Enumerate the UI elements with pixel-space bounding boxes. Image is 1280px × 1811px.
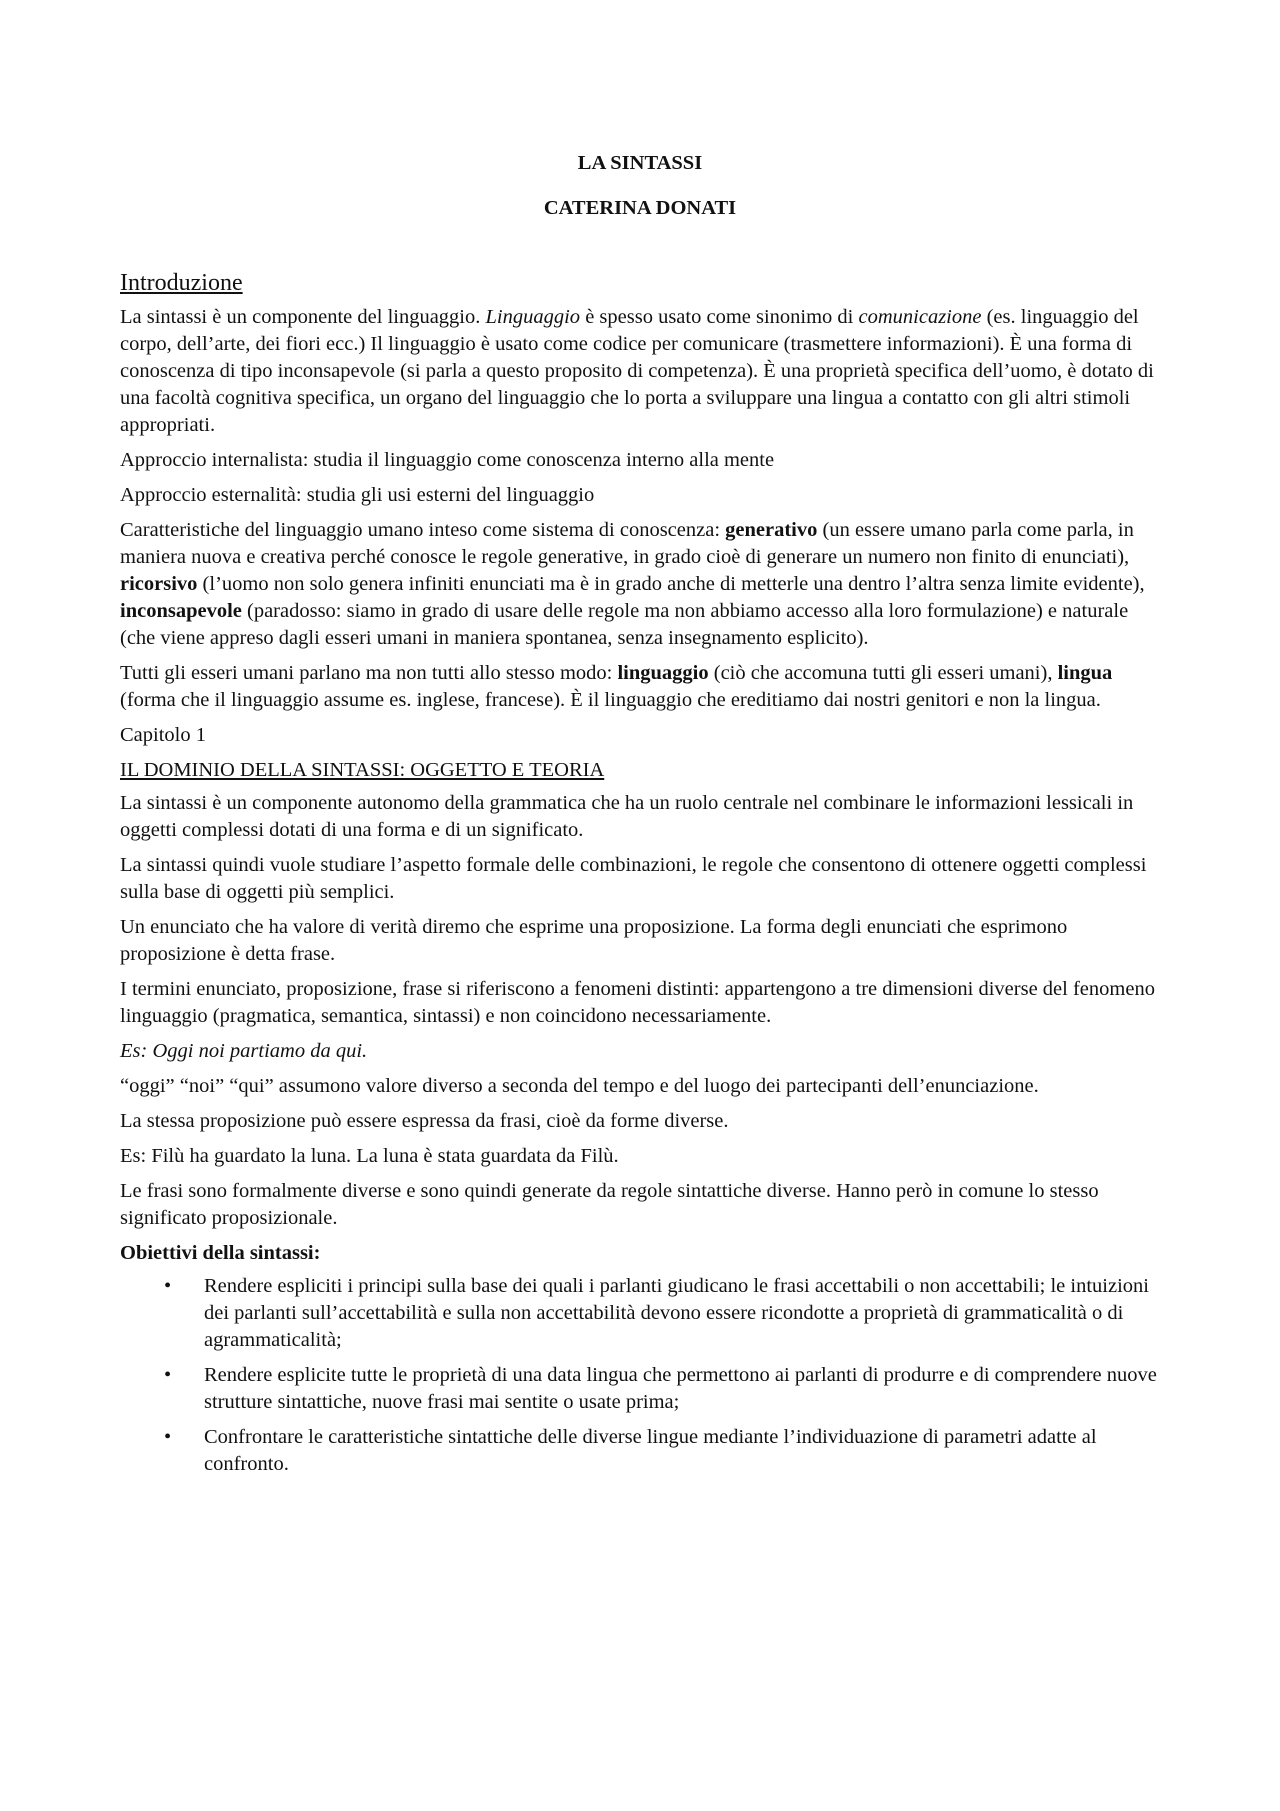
document-page [120,150,1160,1486]
chapter-paragraph-7: La stessa proposizione può essere espressa da frasi, cioè da forme diverse. [120,1110,729,1132]
text-run: (ciò che accomuna tutti gli esseri umani), [708,662,1058,684]
chapter-heading: IL DOMINIO DELLA SINTASSI: OGGETTO E TEORIA [120,759,605,781]
chapter-paragraph-4: I termini enunciato, proposizione, frase si riferiscono a fenomeni distinti: appartengono a tre dimensioni diverse del fenomeno linguaggio (pragmatica, semantica, sintassi) e non coincidono necessariamente. [120,978,1155,1027]
italic-example: Es: Oggi noi partiamo da qui. [120,1040,368,1062]
bold-term: lingua [1057,662,1113,684]
italic-term: comunicazione [858,306,982,328]
intro-paragraph-5 [120,660,1160,714]
text-run: (es. linguaggio del corpo, dell’arte, dei fiori ecc.) Il linguaggio è usato come codice per comunicare (trasmettere informazioni). È una forma di conoscenza di tipo inconsapevole (si parla a questo proposito di competenza). È una proprietà specifica dell’uomo, è dotato di una facoltà cognitiva specifica, un organo del linguaggio che lo porta a sviluppare una lingua a contatto con gli altri stimoli appropriati. [120,306,1154,436]
intro-paragraph-4 [120,517,1160,652]
chapter-paragraph-6: “oggi” “noi” “qui” assumono valore diverso a seconda del tempo e del luogo dei partecipanti dell’enunciazione. [120,1075,1039,1097]
italic-term: Linguaggio [485,306,581,328]
bold-term: generativo [725,519,818,541]
chapter-label: Capitolo 1 [120,724,206,746]
intro-paragraph-2: Approccio internalista: studia il linguaggio come conoscenza interno alla mente [120,449,775,471]
bold-term: linguaggio [617,662,709,684]
text-run: Tutti gli esseri umani parlano ma non tutti allo stesso modo: [120,662,618,684]
example-sentence-2: Es: Filù ha guardato la luna. La luna è stata guardata da Filù. [120,1145,619,1167]
bold-term: ricorsivo [120,573,198,595]
list-item: • Confrontare le caratteristiche sintattiche delle diverse lingue mediante l’individuazione di parametri adatte al confronto. [120,1424,1160,1478]
objectives-list [120,1273,1160,1478]
list-item: • Rendere esplicite tutte le proprietà di una data lingua che permettono ai parlanti di produrre e di comprendere nuove strutture sintattiche, nuove frasi mai sentite o usate prima; [120,1362,1160,1416]
text-run: è spesso usato come sinonimo di [580,306,859,328]
text-run: (forma che il linguaggio assume es. inglese, francese). È il linguaggio che ereditiamo dai nostri genitori e non la lingua. [120,689,1101,711]
chapter-paragraph-2: La sintassi quindi vuole studiare l’aspetto formale delle combinazioni, le regole che consentono di ottenere oggetti complessi sulla base di oggetti più semplici. [120,854,1147,903]
text-run: Caratteristiche del linguaggio umano inteso come sistema di conoscenza: [120,519,726,541]
intro-paragraph-1 [120,304,1160,439]
intro-paragraph-3: Approccio esternalità: studia gli usi esterni del linguaggio [120,484,595,506]
chapter-paragraph-3: Un enunciato che ha valore di verità diremo che esprime una proposizione. La forma degli enunciati che esprimono proposizione è detta frase. [120,916,1068,965]
section-heading-introduzione: Introduzione [120,270,243,296]
text-run: (l’uomo non solo genera infiniti enunciati ma è in grado anche di metterle una dentro l’altra senza limite evidente), [197,573,1145,595]
document-title: LA SINTASSI [577,152,703,174]
text-run: (paradosso: siamo in grado di usare delle regole ma non abbiamo accesso alla loro formulazione) e naturale (che viene appreso dagli esseri umani in maniera spontanea, senza insegnamento esplicito). [120,600,1129,649]
example-sentence-1 [120,1038,1160,1065]
text-run: (un essere umano parla come parla, in maniera nuova e creativa perché conosce le regole generative, in grado cioè di generare un numero non finito di enunciati), [120,519,1134,568]
chapter-paragraph-1: La sintassi è un componente autonomo della grammatica che ha un ruolo centrale nel combinare le informazioni lessicali in oggetti complessi dotati di una forma e di un significato. [120,792,1134,841]
text-run: La sintassi è un componente del linguaggio. [120,306,486,328]
bold-term: inconsapevole [120,600,242,622]
objectives-heading: Obiettivi della sintassi: [120,1242,321,1264]
list-item: • Rendere espliciti i principi sulla base dei quali i parlanti giudicano le frasi accettabili o non accettabili; le intuizioni dei parlanti sull’accettabilità e sulla non accettabilità devono essere ricondotte a proprietà di grammaticalità o di agrammaticalità; [120,1273,1160,1354]
chapter-paragraph-9: Le frasi sono formalmente diverse e sono quindi generate da regole sintattiche diverse. Hanno però in comune lo stesso significato proposizionale. [120,1180,1099,1229]
document-author: CATERINA DONATI [543,197,737,219]
